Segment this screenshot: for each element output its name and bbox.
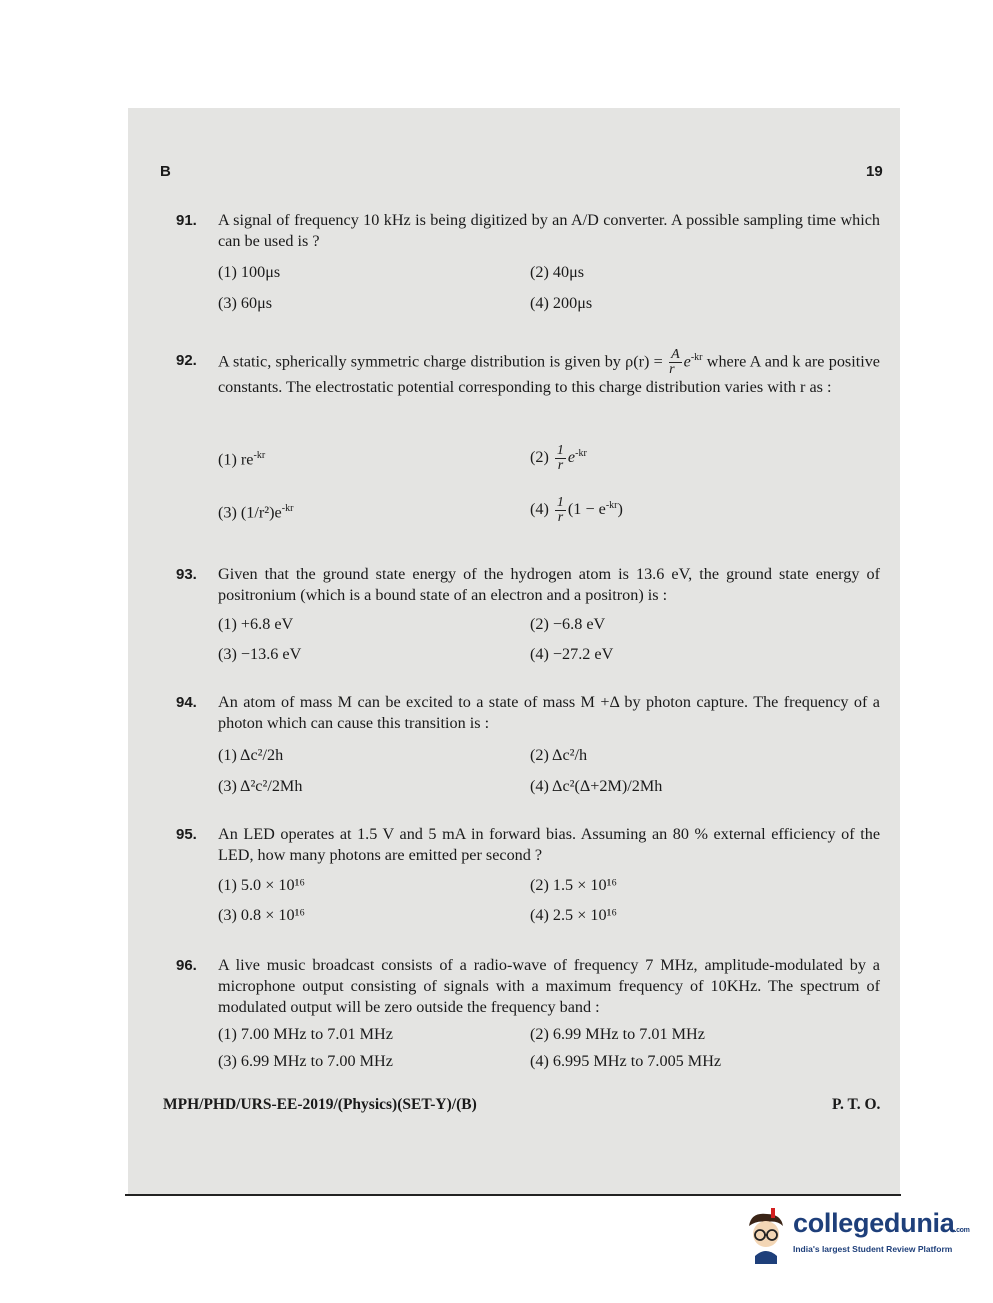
paper-code: MPH/PHD/URS-EE-2019/(Physics)(SET-Y)/(B) — [163, 1096, 477, 1113]
logo-tagline: India's largest Student Review Platform — [793, 1244, 953, 1254]
option-4: (4) 2.5 × 10¹⁶ — [530, 906, 618, 924]
option-2: (2) −6.8 eV — [530, 615, 606, 633]
page-number: 19 — [866, 163, 883, 180]
question-text-c: where A and k are positive constants. The electrostatic potential corresponding to this charge distribution varies with r as : — [218, 352, 880, 397]
question-92 — [176, 347, 880, 398]
question-text: An atom of mass M can be excited to a state of mass M +Δ by photon capture. The frequency of a photon which can cause this transition is : — [218, 693, 880, 732]
option-1: (1) $re^{-kr}$ — [218, 450, 266, 469]
question-text: A static, spherically symmetric charge distribution is given by ρ(r) = $\frac{A}{r}$ $e^{-kr}$ where A and k are positive constants. The electrostatic potential corresponding to this charge distribution varies with r as : — [218, 347, 880, 397]
question-96 — [176, 955, 880, 1018]
question-text-a: A static, spherically symmetric charge distribution is given by ρ(r) = — [218, 352, 663, 371]
option-3: (3) 6.99 MHz to 7.00 MHz — [218, 1052, 393, 1070]
option-1: (1) 5.0 × 10¹⁶ — [218, 876, 306, 894]
option-1: (1) 100μs — [218, 263, 281, 281]
option-3: (3) 0.8 × 10¹⁶ — [218, 906, 306, 924]
question-text: An LED operates at 1.5 V and 5 mA in forward bias. Assuming an 80 % external efficiency of the LED, how many photons are emitted per second ? — [218, 825, 880, 864]
question-text: Given that the ground state energy of the hydrogen atom is 13.6 eV, the ground state energy of positronium (which is a bound state of an electron and a positron) is : — [218, 565, 880, 604]
question-text: A signal of frequency 10 kHz is being digitized by an A/D converter. A possible sampling time which can be used is ? — [218, 211, 880, 250]
page-edge — [125, 1194, 901, 1196]
question-number: 95. — [176, 826, 197, 843]
set-letter: B — [160, 163, 171, 180]
question-91 — [176, 210, 880, 252]
option-2: (2) 40μs — [530, 263, 585, 281]
question-number: 91. — [176, 212, 197, 229]
option-4: (4) 200μs — [530, 294, 593, 312]
question-number: 96. — [176, 957, 197, 974]
option-1: (1) +6.8 eV — [218, 615, 294, 633]
option-3: (3) Δ²c²/2Mh — [218, 777, 303, 795]
question-number: 93. — [176, 566, 197, 583]
option-2: (2) $\frac{1}{r}$ $e^{-kr}$ — [530, 443, 587, 473]
question-number: 94. — [176, 694, 197, 711]
option-3: (3) −13.6 eV — [218, 645, 302, 663]
option-1: (1) Δc²/2h — [218, 746, 284, 764]
fraction: $\frac{A}{r}$ — [669, 347, 680, 378]
student-mascot-icon — [741, 1206, 791, 1266]
option-4: (4) Δc²(Δ+2M)/2Mh — [530, 777, 663, 795]
option-1: (1) 7.00 MHz to 7.01 MHz — [218, 1025, 393, 1043]
question-number: 92. — [176, 352, 197, 369]
option-3: (3) $(1/r^2)e^{-kr}$ — [218, 503, 294, 522]
option-4: (4) $\frac{1}{r}$ $(1 - e^{-kr})$ — [530, 495, 623, 525]
question-94 — [176, 692, 880, 734]
question-93 — [176, 564, 880, 606]
pto-label: P. T. O. — [832, 1096, 881, 1113]
collegedunia-logo[interactable]: collegedunia.com India's largest Student Review Platform — [741, 1206, 961, 1266]
option-2: (2) 6.99 MHz to 7.01 MHz — [530, 1025, 705, 1043]
option-2: (2) 1.5 × 10¹⁶ — [530, 876, 618, 894]
option-3: (3) 60μs — [218, 294, 273, 312]
option-4: (4) −27.2 eV — [530, 645, 614, 663]
option-2: (2) Δc²/h — [530, 746, 588, 764]
question-text: A live music broadcast consists of a radio-wave of frequency 7 MHz, amplitude-modulated by a microphone output consisting of signals with a maximum frequency of 10KHz. The spectrum of modulated output will be zero outside the frequency band : — [218, 956, 880, 1016]
option-4: (4) 6.995 MHz to 7.005 MHz — [530, 1052, 722, 1070]
question-95 — [176, 824, 880, 866]
